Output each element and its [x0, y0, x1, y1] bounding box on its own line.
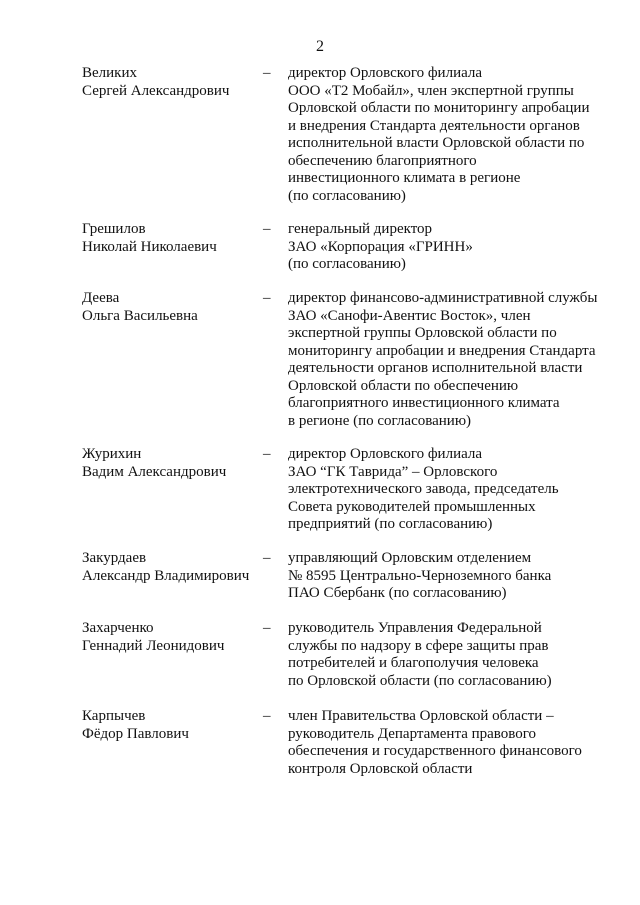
- position-line: директор Орловского филиала: [288, 65, 483, 81]
- position-line: предприятий (по согласованию): [288, 516, 493, 532]
- position-line: (по согласованию): [288, 256, 406, 272]
- position-line: деятельности органов исполнительной власти: [288, 360, 583, 376]
- position-line: ЗАО «Корпорация «ГРИНН»: [288, 238, 473, 255]
- member-given-name: Николай Николаевич: [82, 238, 217, 255]
- member-dash: –: [263, 290, 271, 306]
- position-line: и внедрения Стандарта деятельности органов: [288, 117, 580, 134]
- position-line: директор финансово-административной службы: [288, 290, 598, 306]
- position-line: исполнительной власти Орловской области по: [288, 135, 585, 151]
- member-dash: –: [263, 446, 271, 462]
- member-name: [82, 708, 267, 743]
- position-line: в регионе (по согласованию): [288, 412, 472, 429]
- position-line: (по согласованию): [288, 187, 406, 204]
- position-line: инвестиционного климата в регионе: [288, 170, 521, 186]
- member-surname: Деева: [82, 290, 120, 306]
- member-name: [82, 550, 267, 585]
- position-line: директор Орловского филиала: [288, 446, 483, 462]
- position-line: ПАО Сбербанк (по согласованию): [288, 585, 507, 601]
- position-line: мониторингу апробации и внедрения Стандарта: [288, 342, 596, 359]
- member-given-name: Геннадий Леонидович: [82, 637, 225, 654]
- member-name: [82, 221, 267, 256]
- member-dash: –: [263, 550, 271, 566]
- member-dash: –: [263, 708, 271, 724]
- member-name: [82, 620, 267, 655]
- member-given-name: Сергей Александрович: [82, 82, 230, 99]
- member-dash: –: [263, 221, 271, 237]
- position-line: ЗАО «Санофи-Авентис Восток», член: [288, 307, 531, 324]
- position-line: руководитель Управления Федеральной: [288, 620, 542, 636]
- position-line: обеспечения и государственного финансового: [288, 743, 582, 759]
- member-surname: Закурдаев: [82, 550, 147, 566]
- member-position: [288, 65, 608, 205]
- member-dash: –: [263, 620, 271, 636]
- member-position: [288, 221, 608, 274]
- member-position: [288, 708, 608, 778]
- page-number: 2: [316, 38, 324, 55]
- position-line: электротехнического завода, председатель: [288, 481, 559, 497]
- member-surname: Журихин: [82, 446, 142, 462]
- member-given-name: Фёдор Павлович: [82, 725, 189, 742]
- position-line: службы по надзору в сфере защиты прав: [288, 637, 549, 654]
- position-line: благоприятного инвестиционного климата: [288, 395, 560, 411]
- member-given-name: Ольга Васильевна: [82, 307, 198, 324]
- position-line: контроля Орловской области: [288, 760, 473, 777]
- member-surname: Грешилов: [82, 221, 146, 237]
- position-line: ЗАО “ГК Таврида” – Орловского: [288, 463, 498, 480]
- position-line: по Орловской области (по согласованию): [288, 672, 552, 689]
- position-line: управляющий Орловским отделением: [288, 550, 532, 566]
- position-line: Совета руководителей промышленных: [288, 498, 536, 515]
- position-line: экспертной группы Орловской области по: [288, 325, 557, 341]
- member-surname: Великих: [82, 65, 137, 81]
- member-given-name: Александр Владимирович: [82, 567, 250, 584]
- position-line: потребителей и благополучия человека: [288, 655, 539, 671]
- position-line: Орловской области по мониторингу апробации: [288, 100, 590, 116]
- member-position: [288, 550, 608, 603]
- member-position: [288, 290, 608, 430]
- member-dash: –: [263, 65, 271, 81]
- member-name: [82, 65, 267, 100]
- position-line: Орловской области по обеспечению: [288, 377, 519, 394]
- member-surname: Карпычев: [82, 708, 146, 724]
- position-line: ООО «Т2 Мобайл», член экспертной группы: [288, 82, 574, 99]
- position-line: член Правительства Орловской области –: [288, 708, 554, 724]
- member-given-name: Вадим Александрович: [82, 463, 227, 480]
- position-line: № 8595 Центрально-Черноземного банка: [288, 567, 552, 584]
- position-line: руководитель Департамента правового: [288, 725, 537, 742]
- member-name: [82, 290, 267, 325]
- member-position: [288, 620, 608, 690]
- member-name: [82, 446, 267, 481]
- member-surname: Захарченко: [82, 620, 154, 636]
- position-line: обеспечению благоприятного: [288, 152, 477, 169]
- member-position: [288, 446, 608, 534]
- position-line: генеральный директор: [288, 221, 433, 237]
